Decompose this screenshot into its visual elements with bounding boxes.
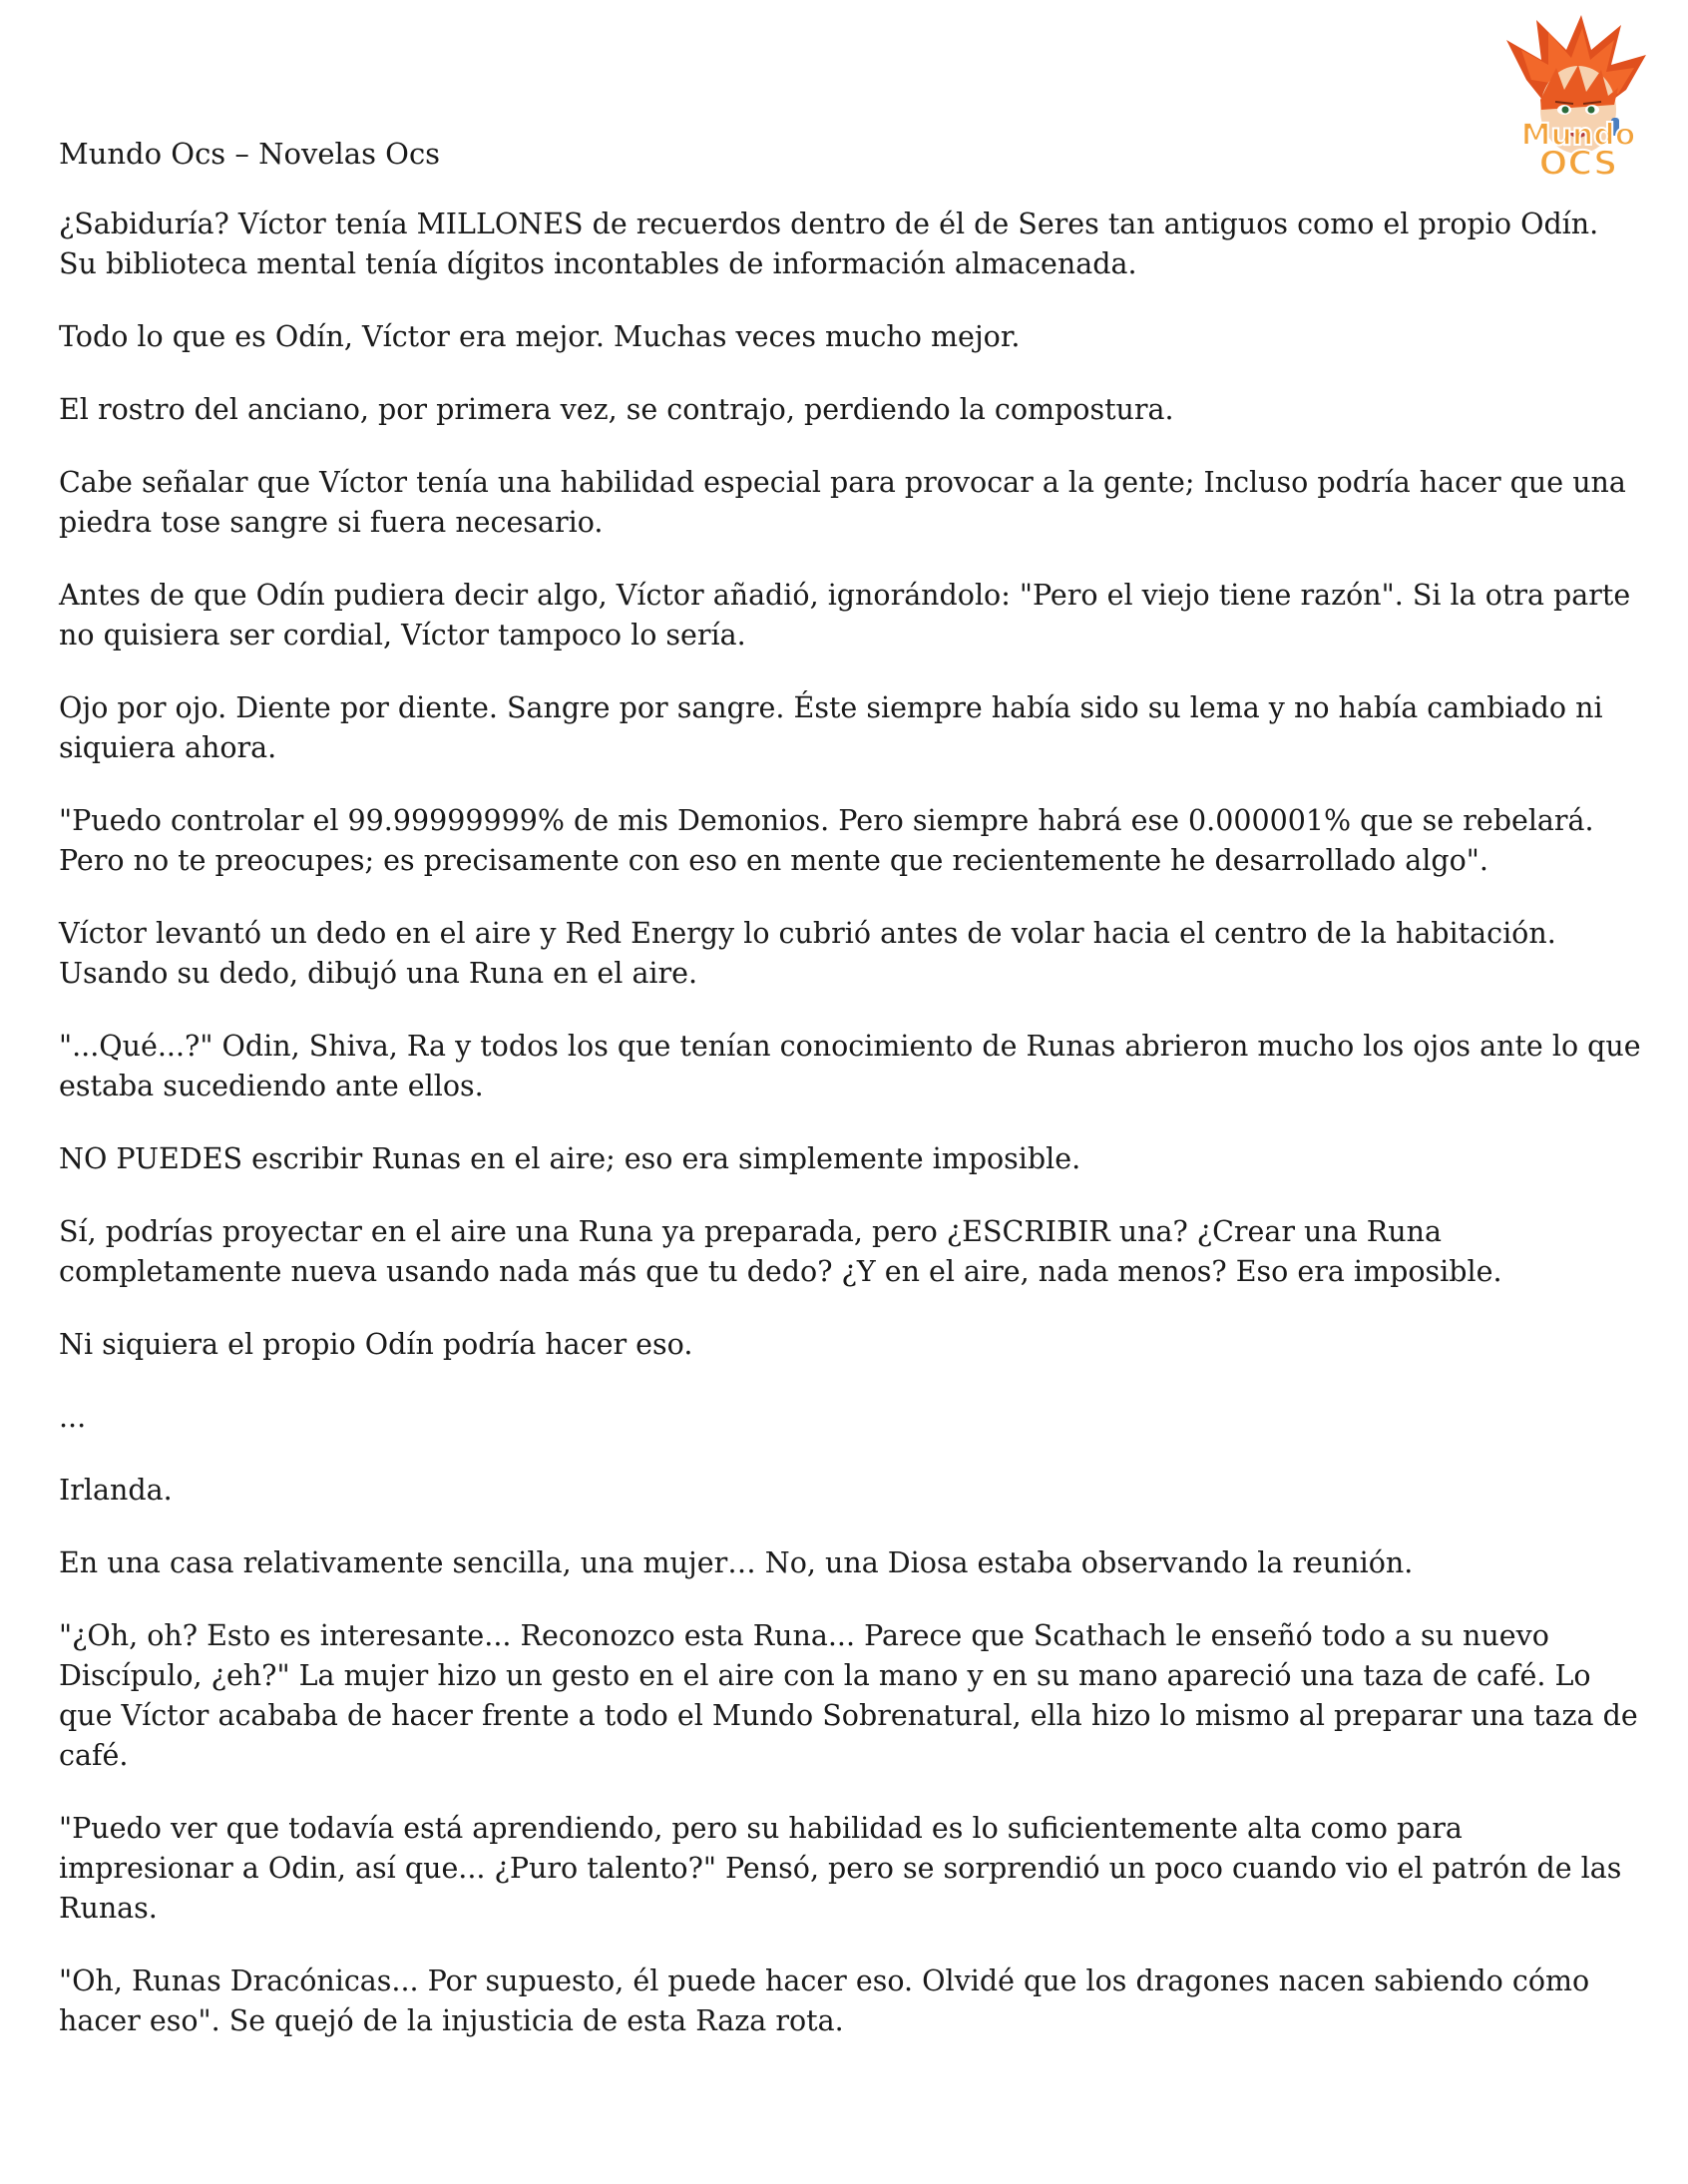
paragraph: "Puedo controlar el 99.99999999% de mis Demonios. Pero siempre habrá ese 0.000001% que se rebelará. Pero no te preocupes; es precisamente con eso en mente que recientemente he desarrollado algo". [59, 804, 1594, 877]
paragraph: Ojo por ojo. Diente por diente. Sangre por sangre. Éste siempre había sido su lema y no había cambiado ni siquiera ahora. [59, 691, 1603, 764]
paragraph: ¿Sabiduría? Víctor tenía MILLONES de recuerdos dentro de él de Seres tan antiguos como el propio Odín. Su biblioteca mental tenía dígitos incontables de información almacenada. [59, 208, 1599, 280]
paragraph: Antes de que Odín pudiera decir algo, Víctor añadió, ignorándolo: "Pero el viejo tiene razón". Si la otra parte no quisiera ser cordial, Víctor tampoco lo sería. [59, 579, 1631, 652]
paragraph: "Puedo ver que todavía está aprendiendo, pero su habilidad es lo suficientemente alta como para impresionar a Odin, así que... ¿Puro talento?" Pensó, pero se sorprendió un poco cuando vio el patrón de las Runas. [59, 1812, 1622, 1925]
document-body [59, 205, 1645, 2074]
scene-break: ... [59, 1401, 87, 1434]
paragraph: Todo lo que es Odín, Víctor era mejor. Muchas veces mucho mejor. [59, 320, 1021, 353]
paragraph: Ni siquiera el propio Odín podría hacer eso. [59, 1328, 693, 1361]
paragraph: Irlanda. [59, 1474, 173, 1507]
paragraph: El rostro del anciano, por primera vez, se contrajo, perdiendo la compostura. [59, 393, 1174, 426]
paragraph: "¿Oh, oh? Esto es interesante... Reconozco esta Runa... Parece que Scathach le enseñó todo a su nuevo Discípulo, ¿eh?" La mujer hizo un gesto en el aire con la mano y en su mano apareció una taza de café. Lo que Víctor acababa de hacer frente a todo el Mundo Sobrenatural, ella hizo lo mismo al preparar una taza de café. [59, 1619, 1638, 1772]
paragraph: Víctor levantó un dedo en el aire y Red Energy lo cubrió antes de volar hacia el centro de la habitación. Usando su dedo, dibujó una Runa en el aire. [59, 917, 1556, 990]
mundo-ocs-logo [1486, 10, 1666, 180]
paragraph: En una casa relativamente sencilla, una mujer… No, una Diosa estaba observando la reunión. [59, 1546, 1414, 1579]
paragraph: "Oh, Runas Dracónicas... Por supuesto, él puede hacer eso. Olvidé que los dragones nacen sabiendo cómo hacer eso". Se quejó de la injusticia de esta Raza rota. [59, 1965, 1590, 2037]
paragraph: "...Qué...?" Odin, Shiva, Ra y todos los que tenían conocimiento de Runas abrieron mucho los ojos ante lo que estaba sucediendo ante ellos. [59, 1030, 1641, 1102]
logo-text-mundo: Mundo [1520, 118, 1636, 153]
paragraph: Sí, podrías proyectar en el aire una Runa ya preparada, pero ¿ESCRIBIR una? ¿Crear una Runa completamente nueva usando nada más que tu dedo? ¿Y en el aire, nada menos? Eso era imposible. [59, 1215, 1502, 1288]
logo-text-ocs: OCS [1538, 144, 1618, 180]
page-title: Mundo Ocs – Novelas Ocs [59, 137, 441, 171]
paragraph: NO PUEDES escribir Runas en el aire; eso era simplemente imposible. [59, 1142, 1081, 1175]
paragraph: Cabe señalar que Víctor tenía una habilidad especial para provocar a la gente; Incluso podría hacer que una piedra tose sangre si fuera necesario. [59, 466, 1626, 539]
